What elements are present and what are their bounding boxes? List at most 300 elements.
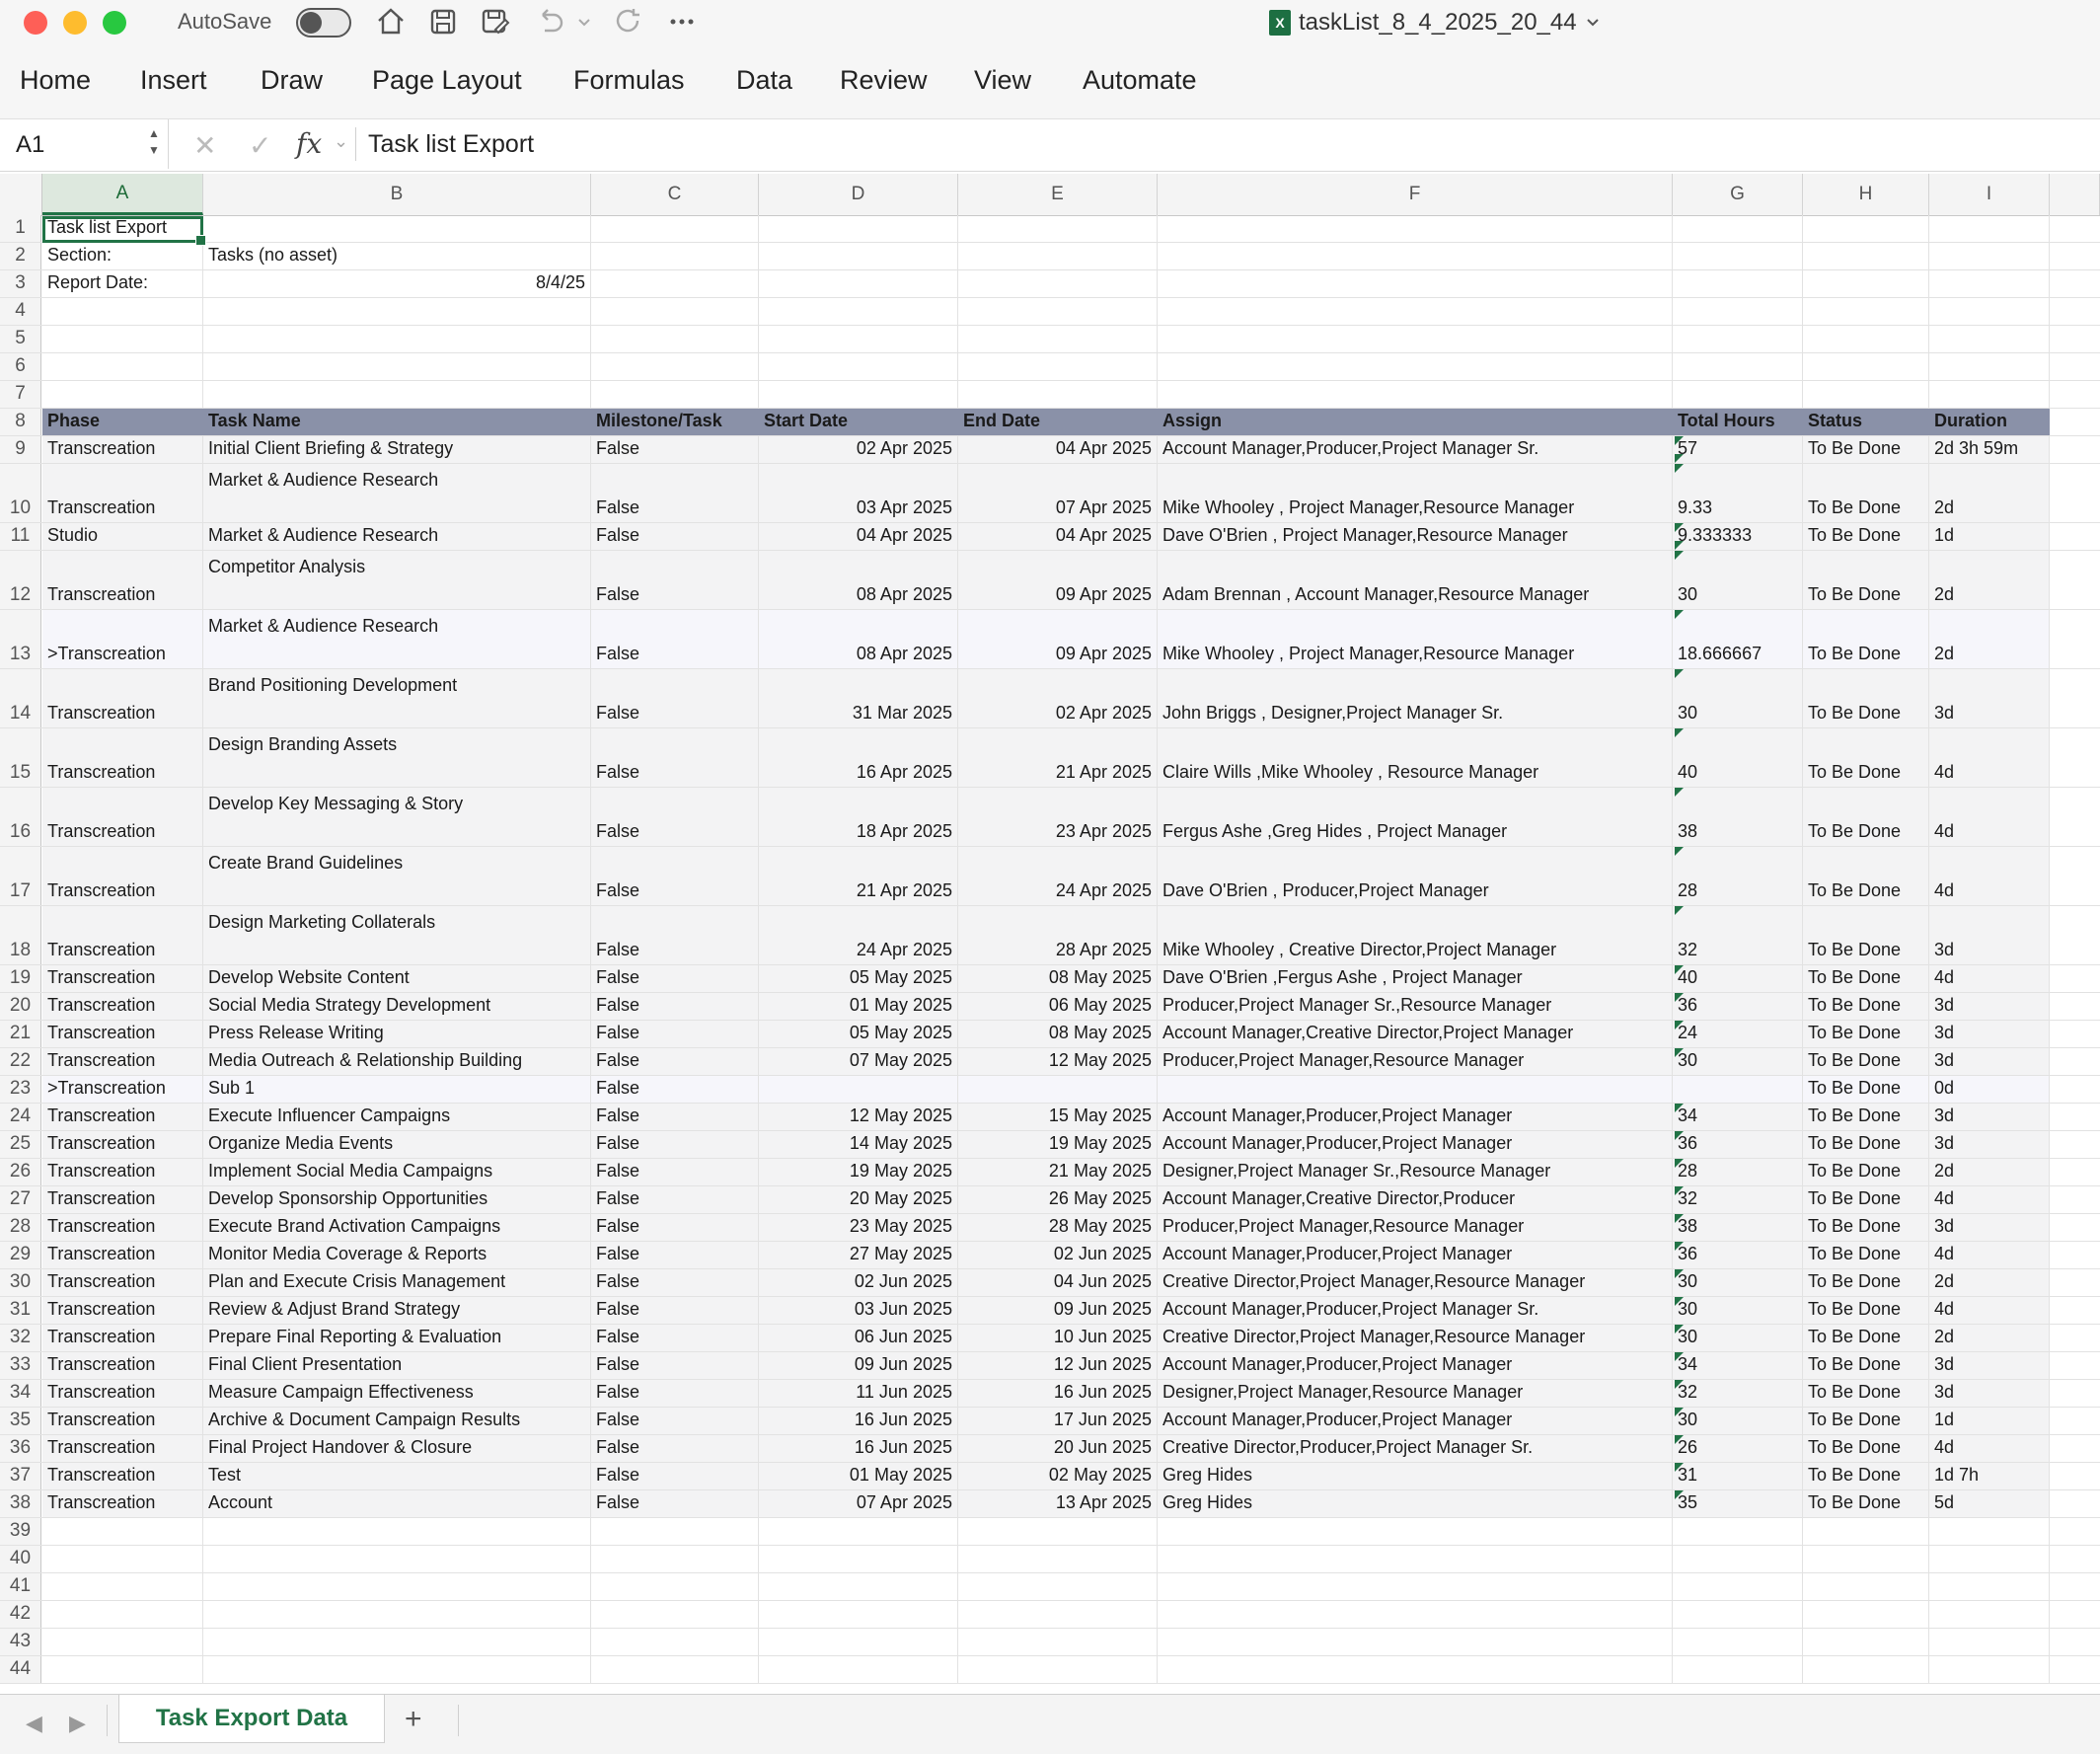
status-cell[interactable] — [1803, 1242, 1929, 1268]
assign-cell[interactable] — [1158, 1159, 1673, 1185]
cell-g[interactable] — [1673, 1546, 1803, 1572]
task-name-cell[interactable] — [203, 906, 591, 964]
cell-a[interactable] — [42, 298, 203, 325]
row-header[interactable]: 23 — [0, 1076, 41, 1103]
row-header[interactable]: 12 — [0, 551, 41, 609]
start-date-cell[interactable] — [759, 523, 958, 550]
assign-cell[interactable] — [1158, 1186, 1673, 1213]
duration-cell[interactable] — [1929, 728, 2050, 787]
error-indicator-icon[interactable] — [1675, 436, 1684, 445]
cell-d[interactable] — [759, 1546, 958, 1572]
total-hours-cell[interactable] — [1673, 551, 1803, 609]
cell-i[interactable] — [1929, 1518, 2050, 1545]
status-cell[interactable] — [1803, 1352, 1929, 1379]
cell-c[interactable] — [591, 298, 759, 325]
phase-cell[interactable] — [42, 1297, 203, 1324]
column-header-b[interactable]: B — [203, 174, 591, 215]
cell-b[interactable] — [203, 1629, 591, 1655]
error-indicator-icon[interactable] — [1675, 1021, 1684, 1030]
end-date-cell[interactable] — [958, 1380, 1158, 1407]
header-a[interactable] — [42, 409, 203, 435]
error-indicator-icon[interactable] — [1675, 1380, 1684, 1389]
phase-cell[interactable] — [42, 1021, 203, 1047]
total-hours-cell[interactable] — [1673, 1242, 1803, 1268]
assign-cell[interactable] — [1158, 1214, 1673, 1241]
assign-cell[interactable] — [1158, 523, 1673, 550]
redo-icon[interactable] — [612, 5, 645, 38]
error-indicator-icon[interactable] — [1675, 906, 1684, 915]
phase-cell[interactable] — [42, 1242, 203, 1268]
task-name-cell[interactable] — [203, 1490, 591, 1517]
undo-icon[interactable] — [533, 5, 566, 38]
status-cell[interactable] — [1803, 436, 1929, 463]
end-date-cell[interactable] — [958, 551, 1158, 609]
tab-data[interactable]: Data — [736, 65, 793, 95]
assign-cell[interactable] — [1158, 1408, 1673, 1434]
end-date-cell[interactable] — [958, 1186, 1158, 1213]
end-date-cell[interactable] — [958, 1490, 1158, 1517]
tab-insert[interactable]: Insert — [140, 65, 207, 95]
cell-f[interactable] — [1158, 215, 1673, 242]
phase-cell[interactable] — [42, 1048, 203, 1075]
row-header[interactable]: 10 — [0, 464, 41, 522]
cell-d[interactable] — [759, 243, 958, 269]
duration-cell[interactable] — [1929, 1186, 2050, 1213]
cell-h[interactable] — [1803, 270, 1929, 297]
error-indicator-icon[interactable] — [1675, 965, 1684, 974]
total-hours-cell[interactable] — [1673, 1408, 1803, 1434]
error-indicator-icon[interactable] — [1675, 1490, 1684, 1499]
end-date-cell[interactable] — [958, 1463, 1158, 1489]
column-header-c[interactable]: C — [591, 174, 759, 215]
assign-cell[interactable] — [1158, 551, 1673, 609]
duration-cell[interactable] — [1929, 1463, 2050, 1489]
cell-d[interactable] — [759, 1656, 958, 1683]
task-name-cell[interactable] — [203, 464, 591, 522]
row-header[interactable]: 36 — [0, 1435, 41, 1462]
row-header[interactable]: 24 — [0, 1104, 41, 1130]
row-header[interactable]: 9 — [0, 436, 41, 463]
row-header[interactable]: 6 — [0, 353, 41, 380]
cell-d[interactable] — [759, 1601, 958, 1628]
total-hours-cell[interactable] — [1673, 1104, 1803, 1130]
phase-cell[interactable] — [42, 1490, 203, 1517]
end-date-cell[interactable] — [958, 1131, 1158, 1158]
row-header[interactable]: 21 — [0, 1021, 41, 1047]
section-label[interactable] — [42, 243, 203, 269]
tab-formulas[interactable]: Formulas — [573, 65, 685, 95]
task-name-cell[interactable] — [203, 847, 591, 905]
duration-cell[interactable] — [1929, 1104, 2050, 1130]
error-indicator-icon[interactable] — [1675, 1104, 1684, 1112]
assign-cell[interactable] — [1158, 993, 1673, 1020]
row-header[interactable]: 43 — [0, 1629, 41, 1655]
header-g[interactable] — [1673, 409, 1803, 435]
cell-g[interactable] — [1673, 326, 1803, 352]
total-hours-cell[interactable] — [1673, 1076, 1803, 1103]
header-b[interactable] — [203, 409, 591, 435]
phase-cell[interactable] — [42, 1159, 203, 1185]
duration-cell[interactable] — [1929, 1380, 2050, 1407]
assign-cell[interactable] — [1158, 1021, 1673, 1047]
cell-g[interactable] — [1673, 381, 1803, 408]
task-name-cell[interactable] — [203, 1242, 591, 1268]
cell-c[interactable] — [591, 215, 759, 242]
milestone-cell[interactable] — [591, 1463, 759, 1489]
status-cell[interactable] — [1803, 1214, 1929, 1241]
header-h[interactable] — [1803, 409, 1929, 435]
end-date-cell[interactable] — [958, 906, 1158, 964]
cell-h[interactable] — [1803, 215, 1929, 242]
phase-cell[interactable] — [42, 1325, 203, 1351]
cell-h[interactable] — [1803, 1518, 1929, 1545]
status-cell[interactable] — [1803, 464, 1929, 522]
cell-g[interactable] — [1673, 215, 1803, 242]
cell-c[interactable] — [591, 1629, 759, 1655]
start-date-cell[interactable] — [759, 1435, 958, 1462]
cell-h[interactable] — [1803, 1573, 1929, 1600]
cell-g[interactable] — [1673, 1518, 1803, 1545]
status-cell[interactable] — [1803, 1269, 1929, 1296]
duration-cell[interactable] — [1929, 523, 2050, 550]
total-hours-cell[interactable] — [1673, 1463, 1803, 1489]
task-name-cell[interactable] — [203, 610, 591, 668]
row-header[interactable]: 35 — [0, 1408, 41, 1434]
end-date-cell[interactable] — [958, 610, 1158, 668]
row-header[interactable]: 31 — [0, 1297, 41, 1324]
total-hours-cell[interactable] — [1673, 1297, 1803, 1324]
phase-cell[interactable] — [42, 847, 203, 905]
phase-cell[interactable] — [42, 1076, 203, 1103]
phase-cell[interactable] — [42, 1269, 203, 1296]
cell-i[interactable] — [1929, 1656, 2050, 1683]
row-header[interactable]: 20 — [0, 993, 41, 1020]
phase-cell[interactable] — [42, 436, 203, 463]
cell-d[interactable] — [759, 1573, 958, 1600]
cell-c[interactable] — [591, 381, 759, 408]
start-date-cell[interactable] — [759, 847, 958, 905]
assign-cell[interactable] — [1158, 610, 1673, 668]
error-indicator-icon[interactable] — [1675, 1297, 1684, 1306]
row-header[interactable]: 28 — [0, 1214, 41, 1241]
duration-cell[interactable] — [1929, 1408, 2050, 1434]
end-date-cell[interactable] — [958, 436, 1158, 463]
assign-cell[interactable] — [1158, 436, 1673, 463]
milestone-cell[interactable] — [591, 436, 759, 463]
milestone-cell[interactable] — [591, 610, 759, 668]
cell-d[interactable] — [759, 326, 958, 352]
milestone-cell[interactable] — [591, 847, 759, 905]
total-hours-cell[interactable] — [1673, 436, 1803, 463]
milestone-cell[interactable] — [591, 788, 759, 846]
cell-b[interactable] — [203, 1601, 591, 1628]
cell-d[interactable] — [759, 381, 958, 408]
total-hours-cell[interactable] — [1673, 1131, 1803, 1158]
total-hours-cell[interactable] — [1673, 1159, 1803, 1185]
error-indicator-icon[interactable] — [1675, 1325, 1684, 1334]
phase-cell[interactable] — [42, 1435, 203, 1462]
status-cell[interactable] — [1803, 523, 1929, 550]
end-date-cell[interactable] — [958, 1214, 1158, 1241]
status-cell[interactable] — [1803, 1297, 1929, 1324]
task-name-cell[interactable] — [203, 1352, 591, 1379]
status-cell[interactable] — [1803, 788, 1929, 846]
start-date-cell[interactable] — [759, 1463, 958, 1489]
status-cell[interactable] — [1803, 1186, 1929, 1213]
start-date-cell[interactable] — [759, 1242, 958, 1268]
start-date-cell[interactable] — [759, 669, 958, 727]
cancel-entry-icon[interactable]: ✕ — [193, 130, 217, 161]
document-title[interactable] — [1269, 8, 1601, 38]
error-indicator-icon[interactable] — [1675, 523, 1684, 532]
cell-d[interactable] — [759, 1518, 958, 1545]
cell-a[interactable] — [42, 1573, 203, 1600]
row-header[interactable]: 44 — [0, 1656, 41, 1683]
start-date-cell[interactable] — [759, 1408, 958, 1434]
error-indicator-icon[interactable] — [1675, 1131, 1684, 1140]
duration-cell[interactable] — [1929, 965, 2050, 992]
start-date-cell[interactable] — [759, 1159, 958, 1185]
column-header-h[interactable]: H — [1803, 174, 1929, 215]
task-name-cell[interactable] — [203, 965, 591, 992]
home-icon[interactable] — [374, 5, 408, 38]
error-indicator-icon[interactable] — [1675, 1048, 1684, 1057]
tab-automate[interactable]: Automate — [1083, 65, 1197, 95]
end-date-cell[interactable] — [958, 847, 1158, 905]
phase-cell[interactable] — [42, 1463, 203, 1489]
name-box[interactable] — [0, 119, 169, 169]
task-name-cell[interactable] — [203, 788, 591, 846]
status-cell[interactable] — [1803, 1048, 1929, 1075]
phase-cell[interactable] — [42, 551, 203, 609]
assign-cell[interactable] — [1158, 728, 1673, 787]
duration-cell[interactable] — [1929, 1435, 2050, 1462]
name-box-stepper-icon[interactable]: ▲ ▼ — [148, 126, 160, 157]
status-cell[interactable] — [1803, 1104, 1929, 1130]
task-name-cell[interactable] — [203, 1214, 591, 1241]
total-hours-cell[interactable] — [1673, 1325, 1803, 1351]
start-date-cell[interactable] — [759, 1380, 958, 1407]
assign-cell[interactable] — [1158, 1076, 1673, 1103]
cell-g[interactable] — [1673, 1573, 1803, 1600]
start-date-cell[interactable] — [759, 1076, 958, 1103]
cell-b[interactable] — [203, 326, 591, 352]
cell-h[interactable] — [1803, 326, 1929, 352]
milestone-cell[interactable] — [591, 464, 759, 522]
milestone-cell[interactable] — [591, 1435, 759, 1462]
zoom-window-button[interactable] — [103, 11, 126, 35]
tab-draw[interactable]: Draw — [261, 65, 324, 95]
duration-cell[interactable] — [1929, 1352, 2050, 1379]
status-cell[interactable] — [1803, 847, 1929, 905]
phase-cell[interactable] — [42, 1214, 203, 1241]
cell-f[interactable] — [1158, 1629, 1673, 1655]
assign-cell[interactable] — [1158, 669, 1673, 727]
column-header-g[interactable]: G — [1673, 174, 1803, 215]
status-cell[interactable] — [1803, 669, 1929, 727]
row-header[interactable]: 42 — [0, 1601, 41, 1628]
end-date-cell[interactable] — [958, 993, 1158, 1020]
milestone-cell[interactable] — [591, 1048, 759, 1075]
report-date-label[interactable] — [42, 270, 203, 297]
total-hours-cell[interactable] — [1673, 965, 1803, 992]
milestone-cell[interactable] — [591, 1325, 759, 1351]
start-date-cell[interactable] — [759, 1269, 958, 1296]
start-date-cell[interactable] — [759, 1104, 958, 1130]
status-cell[interactable] — [1803, 1490, 1929, 1517]
total-hours-cell[interactable] — [1673, 464, 1803, 522]
cell-i[interactable] — [1929, 381, 2050, 408]
phase-cell[interactable] — [42, 1186, 203, 1213]
task-name-cell[interactable] — [203, 1408, 591, 1434]
previous-sheet-icon[interactable]: ◀ — [26, 1711, 42, 1735]
cell-c[interactable] — [591, 270, 759, 297]
error-indicator-icon[interactable] — [1675, 1435, 1684, 1444]
cell-d[interactable] — [759, 270, 958, 297]
row-header[interactable]: 32 — [0, 1325, 41, 1351]
cell-e[interactable] — [958, 1629, 1158, 1655]
milestone-cell[interactable] — [591, 1186, 759, 1213]
duration-cell[interactable] — [1929, 464, 2050, 522]
add-sheet-button[interactable]: + — [405, 1703, 422, 1735]
milestone-cell[interactable] — [591, 1269, 759, 1296]
start-date-cell[interactable] — [759, 436, 958, 463]
duration-cell[interactable] — [1929, 788, 2050, 846]
error-indicator-icon[interactable] — [1675, 1186, 1684, 1195]
assign-cell[interactable] — [1158, 1104, 1673, 1130]
status-cell[interactable] — [1803, 551, 1929, 609]
assign-cell[interactable] — [1158, 847, 1673, 905]
status-cell[interactable] — [1803, 1076, 1929, 1103]
status-cell[interactable] — [1803, 1435, 1929, 1462]
close-window-button[interactable] — [24, 11, 47, 35]
cell-a[interactable] — [42, 1629, 203, 1655]
cell-i[interactable] — [1929, 326, 2050, 352]
end-date-cell[interactable] — [958, 1076, 1158, 1103]
cell-b[interactable] — [203, 1546, 591, 1572]
assign-cell[interactable] — [1158, 1352, 1673, 1379]
end-date-cell[interactable] — [958, 523, 1158, 550]
row-header[interactable]: 1 — [0, 215, 41, 242]
error-indicator-icon[interactable] — [1675, 847, 1684, 856]
duration-cell[interactable] — [1929, 1325, 2050, 1351]
duration-cell[interactable] — [1929, 669, 2050, 727]
cell-f[interactable] — [1158, 1573, 1673, 1600]
section-value[interactable] — [203, 243, 591, 269]
task-name-cell[interactable] — [203, 1076, 591, 1103]
error-indicator-icon[interactable] — [1675, 669, 1684, 678]
error-indicator-icon[interactable] — [1675, 1463, 1684, 1472]
error-indicator-icon[interactable] — [1675, 1352, 1684, 1361]
cell-a[interactable] — [42, 381, 203, 408]
cell-c[interactable] — [591, 1518, 759, 1545]
error-indicator-icon[interactable] — [1675, 1408, 1684, 1416]
start-date-cell[interactable] — [759, 1214, 958, 1241]
row-header[interactable]: 17 — [0, 847, 41, 905]
tab-page-layout[interactable]: Page Layout — [372, 65, 522, 95]
task-name-cell[interactable] — [203, 1104, 591, 1130]
row-header[interactable]: 22 — [0, 1048, 41, 1075]
start-date-cell[interactable] — [759, 1297, 958, 1324]
error-indicator-icon[interactable] — [1675, 728, 1684, 737]
phase-cell[interactable] — [42, 993, 203, 1020]
cell-h[interactable] — [1803, 381, 1929, 408]
start-date-cell[interactable] — [759, 1325, 958, 1351]
phase-cell[interactable] — [42, 610, 203, 668]
milestone-cell[interactable] — [591, 1352, 759, 1379]
cell-b[interactable] — [203, 1573, 591, 1600]
header-i[interactable] — [1929, 409, 2050, 435]
cell-d[interactable] — [759, 215, 958, 242]
cell-c[interactable] — [591, 1656, 759, 1683]
header-d[interactable] — [759, 409, 958, 435]
cell-b[interactable] — [203, 215, 591, 242]
status-cell[interactable] — [1803, 1159, 1929, 1185]
formula-input[interactable]: Task list Export — [368, 130, 535, 158]
cell-a[interactable] — [42, 1546, 203, 1572]
cell-i[interactable] — [1929, 270, 2050, 297]
total-hours-cell[interactable] — [1673, 1490, 1803, 1517]
cell-a[interactable] — [42, 1656, 203, 1683]
row-header[interactable]: 29 — [0, 1242, 41, 1268]
assign-cell[interactable] — [1158, 1490, 1673, 1517]
cell-b[interactable] — [203, 298, 591, 325]
status-cell[interactable] — [1803, 993, 1929, 1020]
row-header[interactable]: 39 — [0, 1518, 41, 1545]
milestone-cell[interactable] — [591, 728, 759, 787]
cell-c[interactable] — [591, 243, 759, 269]
duration-cell[interactable] — [1929, 1214, 2050, 1241]
cell-c[interactable] — [591, 1573, 759, 1600]
cell-f[interactable] — [1158, 1656, 1673, 1683]
duration-cell[interactable] — [1929, 993, 2050, 1020]
total-hours-cell[interactable] — [1673, 1214, 1803, 1241]
end-date-cell[interactable] — [958, 728, 1158, 787]
worksheet-grid[interactable] — [0, 174, 2100, 1694]
cell-f[interactable] — [1158, 270, 1673, 297]
cell-e[interactable] — [958, 1546, 1158, 1572]
autosave-toggle[interactable] — [296, 8, 351, 38]
column-header-i[interactable]: I — [1929, 174, 2050, 215]
cell-c[interactable] — [591, 1546, 759, 1572]
task-name-cell[interactable] — [203, 1463, 591, 1489]
milestone-cell[interactable] — [591, 993, 759, 1020]
task-name-cell[interactable] — [203, 1325, 591, 1351]
task-name-cell[interactable] — [203, 1048, 591, 1075]
row-header[interactable]: 16 — [0, 788, 41, 846]
cell-f[interactable] — [1158, 243, 1673, 269]
start-date-cell[interactable] — [759, 1186, 958, 1213]
function-chevron-down-icon[interactable]: ⌄ — [334, 131, 349, 151]
cell-h[interactable] — [1803, 1546, 1929, 1572]
cell-g[interactable] — [1673, 1601, 1803, 1628]
assign-cell[interactable] — [1158, 1380, 1673, 1407]
cell-g[interactable] — [1673, 1629, 1803, 1655]
header-c[interactable] — [591, 409, 759, 435]
undo-dropdown-chevron-icon[interactable] — [574, 5, 594, 38]
cell-i[interactable] — [1929, 243, 2050, 269]
phase-cell[interactable] — [42, 1104, 203, 1130]
start-date-cell[interactable] — [759, 464, 958, 522]
cell-a[interactable] — [42, 353, 203, 380]
cell-f[interactable] — [1158, 353, 1673, 380]
milestone-cell[interactable] — [591, 1297, 759, 1324]
end-date-cell[interactable] — [958, 1048, 1158, 1075]
cell-a[interactable] — [42, 1601, 203, 1628]
end-date-cell[interactable] — [958, 1242, 1158, 1268]
row-header[interactable]: 5 — [0, 326, 41, 352]
duration-cell[interactable] — [1929, 1076, 2050, 1103]
